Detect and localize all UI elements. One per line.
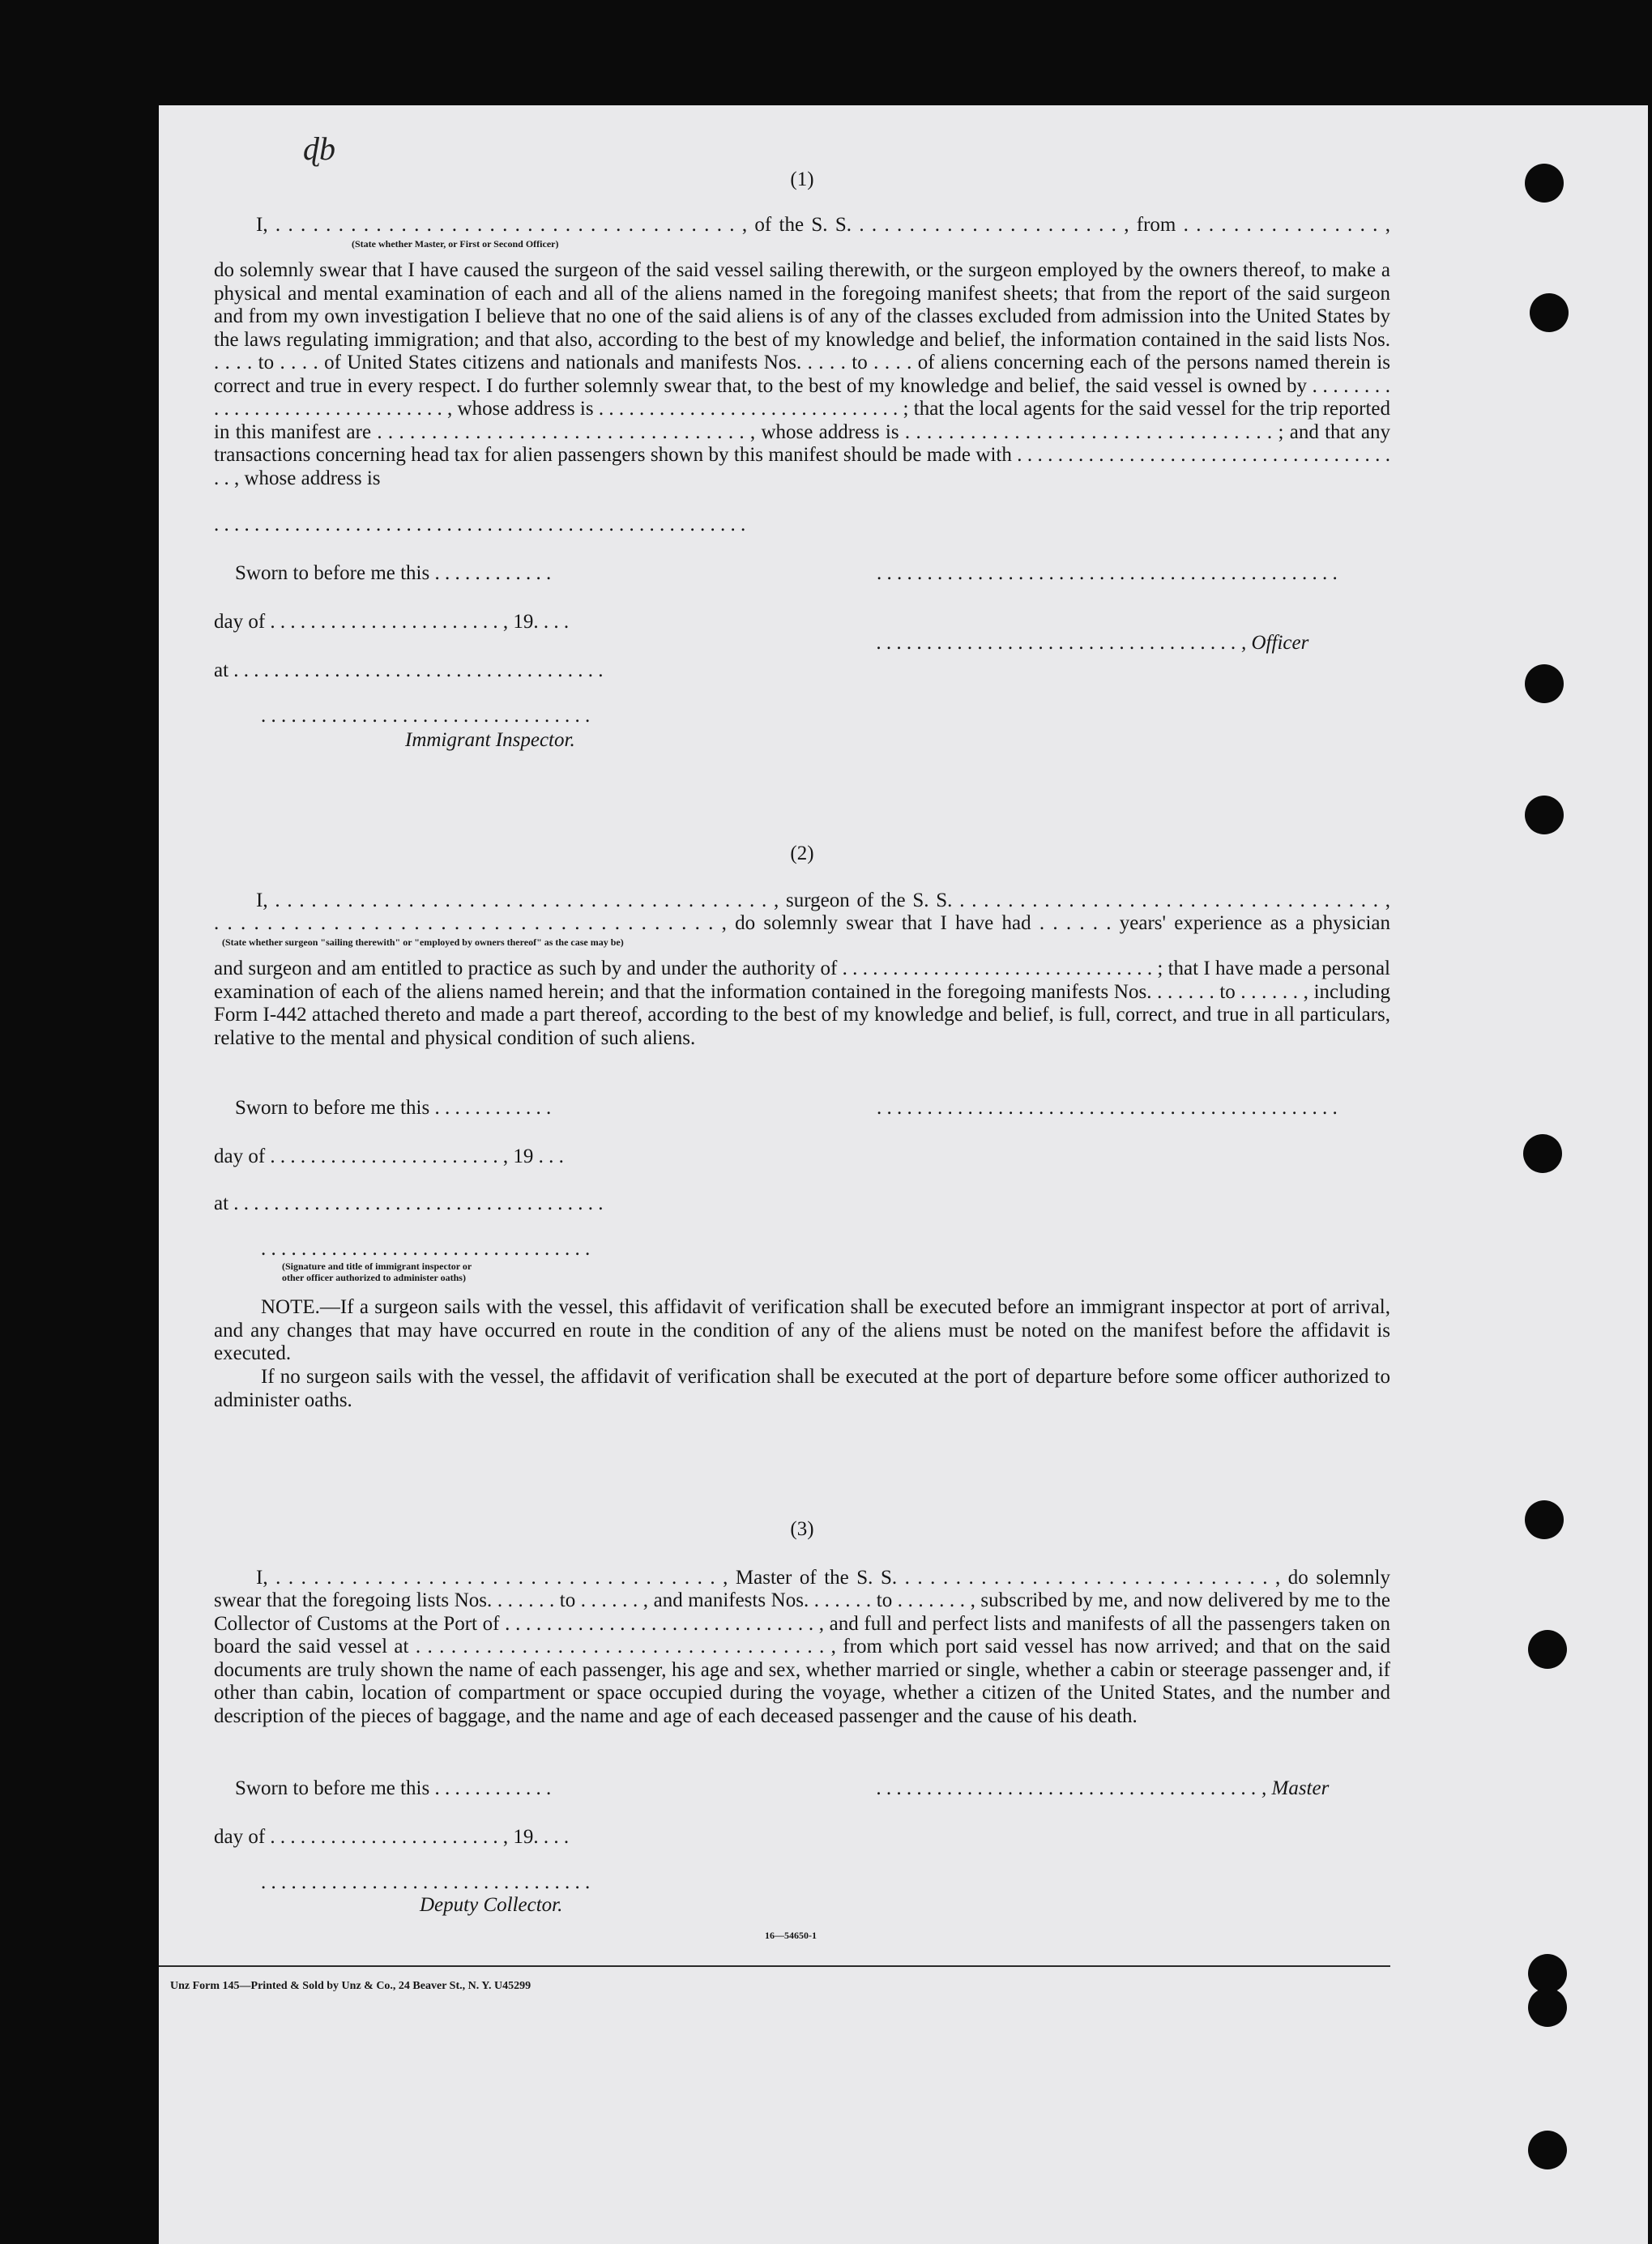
binder-hole xyxy=(1523,1134,1562,1173)
binder-hole xyxy=(1528,1988,1567,2027)
footer-divider xyxy=(159,1965,1390,1967)
day-line: day of . . . . . . . . . . . . . . . . . . . . . . . , 19. . . . xyxy=(214,1826,570,1848)
at-line: at . . . . . . . . . . . . . . . . . . . . . . . . . . . . . . . . . . . . . xyxy=(214,659,604,681)
printer-imprint: Unz Form 145—Printed & Sold by Unz & Co., 24 Beaver St., N. Y. U45299 xyxy=(170,1980,531,1992)
binder-hole xyxy=(1528,1630,1567,1669)
binder-hole xyxy=(1528,1954,1567,1993)
collector-title: Deputy Collector. xyxy=(420,1894,563,1916)
binder-hole xyxy=(1525,164,1564,203)
section-number: (3) xyxy=(790,1518,814,1540)
binder-hole xyxy=(1525,664,1564,703)
sworn-line: Sworn to before me this . . . . . . . . . . . . xyxy=(235,562,552,584)
surgeon-experience-line: . . . . . . . . . . . . . . . . . . . . . . . . . . . . . . . . . . . . . . , do solemnly swear that I have had . . . . . . years' experience as a physician xyxy=(214,912,1390,934)
at-line: at . . . . . . . . . . . . . . . . . . . . . . . . . . . . . . . . . . . . . xyxy=(214,1192,604,1214)
surgeon-signature-line: . . . . . . . . . . . . . . . . . . . . . . . . . . . . . . . . . . . . . . . . . . . . . . xyxy=(877,1097,1338,1119)
note-paragraph: If no surgeon sails with the vessel, the affidavit of verification shall be executed at the port of departure before some officer authorized to administer oaths. xyxy=(214,1366,1390,1411)
surgeon-declaration-line: I, . . . . . . . . . . . . . . . . . . . . . . . . . . . . . . . . . . . . . . . . . , surgeon of the S. S. . . . . . . . . . . . . . . . . . . . . . . . . . . . . . . . . . . . , xyxy=(256,889,1390,911)
inspector-signature-line: . . . . . . . . . . . . . . . . . . . . . . . . . . . . . . . . . xyxy=(261,1238,591,1260)
master-oath-line: I, . . . . . . . . . . . . . . . . . . . . . . . . . . . . . . . . . . . , Master of the S. S. . . . . . . . . . . . . . . . . . . . . . . . . . . . . . , do solemnly xyxy=(256,1567,1390,1589)
form-code: 16—54650-1 xyxy=(765,1930,817,1941)
signature-line: . . . . . . . . . . . . . . . . . . . . . . . . . . . . . . . . . . . . . . . . . . . . . . xyxy=(877,562,1338,584)
section2-oath-text: and surgeon and am entitled to practice as such by and under the authority of . . . . . . . . . . . . . . . . . . . . . . . . . . . . . . . ; that I have made a personal examination of each of the aliens named herein; and that the information contained in the foregoing manifests Nos. . . . . . . to . . . . . . , including Form I-442 attached thereto and made a part thereof, according to the best of my knowledge and belief, is full, correct, and true in all particulars, relative to the mental and physical condition of such aliens. xyxy=(214,958,1390,1049)
day-line: day of . . . . . . . . . . . . . . . . . . . . . . . , 19 . . . xyxy=(214,1145,564,1167)
binder-hole xyxy=(1525,1500,1564,1539)
binder-hole xyxy=(1530,293,1569,332)
inspector-caption: (Signature and title of immigrant inspector or xyxy=(282,1261,472,1272)
collector-signature-line: . . . . . . . . . . . . . . . . . . . . . . . . . . . . . . . . . xyxy=(261,1871,591,1893)
binder-hole xyxy=(1528,2131,1567,2169)
handwritten-mark: ɖb xyxy=(303,130,335,167)
form-page xyxy=(159,105,1648,2244)
sworn-line: Sworn to before me this . . . . . . . . . . . . xyxy=(235,1097,552,1119)
master-signature-line: . . . . . . . . . . . . . . . . . . . . . . . . . . . . . . . . . . . . . . , Master xyxy=(877,1777,1330,1799)
section-number: (2) xyxy=(790,843,814,864)
section1-oath-text: do solemnly swear that I have caused the surgeon of the said vessel sailing therewith, or the surgeon employed by the owners thereof, to make a physical and mental examination of each and all of the aliens named in the foregoing manifest sheets; that from the report of the said surgeon and from my own investigation I believe that no one of the said aliens is of any of the classes excluded from admission into the United States by the laws regulating immigration; and that also, according to the best of my knowledge and belief, the information contained in the said lists Nos. . . . . to . . . . of United States citizens and nationals and manifests Nos. . . . . to . . . . of aliens concerning each of the persons named therein is correct and true in every respect. I do further solemnly swear that, to the best of my knowledge and belief, the said vessel is owned by . . . . . . . . . . . . . . . . . . . . . . . . . . . . . . . , whose address is . . . . . . . . . . . . . . . . . . . . . . . . . . . . . . ; that the local agents for the said vessel for the trip reported in this manifest are . . . . . . . . . . . . . . . . . . . . . . . . . . . . . . . . . . , whose address is . . . . . . . . . . . . . . . . . . . . . . . . . . . . . . . . . . ; and that any transactions concerning head tax for alien passengers shown by this manifest should be made with . . . . . . . . . . . . . . . . . . . . . . . . . . . . . . . . . . . . . . . , whose address is xyxy=(214,259,1390,489)
inspector-signature-line: . . . . . . . . . . . . . . . . . . . . . . . . . . . . . . . . . xyxy=(261,705,591,727)
inspector-caption: other officer authorized to administer oaths) xyxy=(282,1272,466,1283)
master-declaration-line: I, . . . . . . . . . . . . . . . . . . . . . . . . . . . . . . . . . . . . . , of the S. S. . . . . . . . . . . . . . . . . . . . . . , from . . . . . . . . . . . . . . . . , xyxy=(256,214,1390,236)
officer-signature-line: . . . . . . . . . . . . . . . . . . . . . . . . . . . . . . . . . . . . , Officer xyxy=(877,632,1309,654)
binder-hole xyxy=(1525,796,1564,834)
day-line: day of . . . . . . . . . . . . . . . . . . . . . . . , 19. . . . xyxy=(214,611,570,633)
section-number: (1) xyxy=(790,169,814,190)
master-rank-note: (State whether Master, or First or Second Officer) xyxy=(352,238,559,250)
section3-oath-text: swear that the foregoing lists Nos. . . . . . . to . . . . . . , and manifests Nos. . . . . . . to . . . . . . . , subscribed by me, and now delivered by me to the Collector of Customs at the Port of . . . . . . . . . . . . . . . . . . . . . . . . . . . . . . , and full and perfect lists and manifests of all the passengers taken on board the said vessel at . . . . . . . . . . . . . . . . . . . . . . . . . . . . . . . . . . . , from which port said vessel has now arrived; and that on the said documents are truly shown the name of each passenger, his age and sex, whether married or single, whether a cabin or steerage passenger and, if other than cabin, location of compartment or space occupied during the voyage, whether a citizen of the United States, and the number and description of the pieces of baggage, and the name and age of each deceased passenger and the cause of his death. xyxy=(214,1589,1390,1727)
note-paragraph: NOTE.—If a surgeon sails with the vessel, this affidavit of verification shall be executed before an immigrant inspector at port of arrival, and any changes that may have occurred en route in the condition of any of the aliens must be noted on the manifest before the affidavit is executed. xyxy=(214,1296,1390,1364)
inspector-title: Immigrant Inspector. xyxy=(405,729,575,751)
sworn-line: Sworn to before me this . . . . . . . . . . . . xyxy=(235,1777,552,1799)
surgeon-status-note: (State whether surgeon "sailing therewith" or "employed by owners thereof" as the case may be) xyxy=(222,936,624,948)
address-line: . . . . . . . . . . . . . . . . . . . . . . . . . . . . . . . . . . . . . . . . . . . . . . . . . . . . . xyxy=(214,514,746,535)
